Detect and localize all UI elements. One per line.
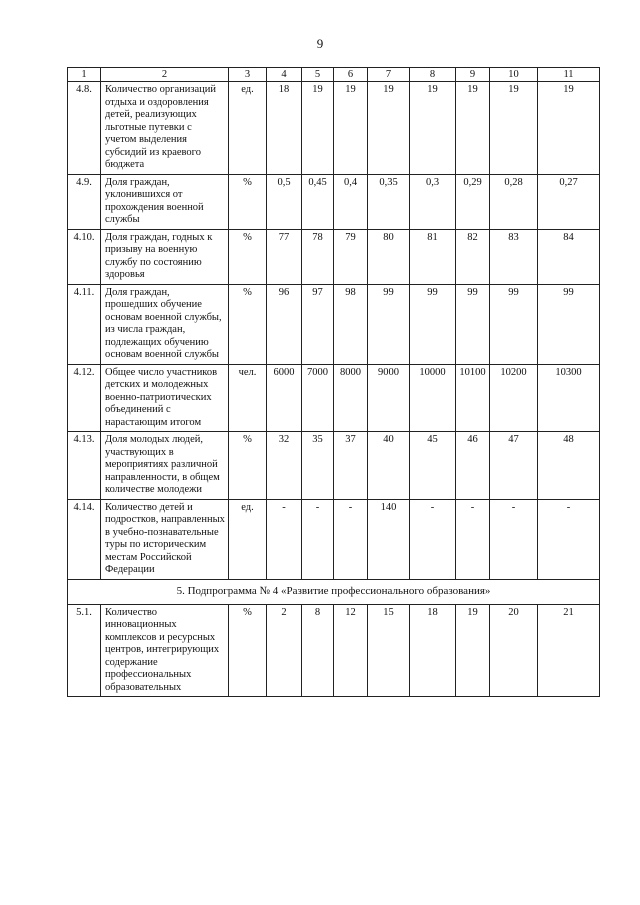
value-cell: 99 <box>410 284 456 364</box>
value-cell: 0,5 <box>267 174 302 229</box>
value-cell: 12 <box>334 604 368 697</box>
row-number-cell: 4.9. <box>68 174 101 229</box>
value-cell: 37 <box>334 432 368 500</box>
value-cell: 10000 <box>410 364 456 432</box>
unit-cell: % <box>229 229 267 284</box>
value-cell: 0,3 <box>410 174 456 229</box>
table-row <box>68 229 600 284</box>
indicator-name-cell: Доля молодых людей, участвующих в мероприятиях различной направленности, в общем количестве молодежи <box>101 432 229 500</box>
value-cell: - <box>490 499 538 579</box>
indicator-name-cell: Количество организаций отдыха и оздоровления детей, реализующих льготные путевки с учетом выделения субсидий из краевого бюджета <box>101 82 229 175</box>
value-cell: 18 <box>410 604 456 697</box>
value-cell: 19 <box>302 82 334 175</box>
value-cell: 45 <box>410 432 456 500</box>
value-cell: 19 <box>456 604 490 697</box>
value-cell: 0,35 <box>368 174 410 229</box>
table-row <box>68 284 600 364</box>
indicator-name-cell: Количество инновационных комплексов и ресурсных центров, интегрирующих содержание профессиональных образовательных <box>101 604 229 697</box>
header-cell: 8 <box>410 68 456 82</box>
value-cell: - <box>410 499 456 579</box>
value-cell: 98 <box>334 284 368 364</box>
unit-cell: % <box>229 174 267 229</box>
header-cell: 3 <box>229 68 267 82</box>
value-cell: 19 <box>410 82 456 175</box>
header-cell: 2 <box>101 68 229 82</box>
header-cell: 4 <box>267 68 302 82</box>
value-cell: 77 <box>267 229 302 284</box>
value-cell: 2 <box>267 604 302 697</box>
row-number-cell: 4.12. <box>68 364 101 432</box>
value-cell: 20 <box>490 604 538 697</box>
value-cell: 79 <box>334 229 368 284</box>
value-cell: 10200 <box>490 364 538 432</box>
unit-cell: ед. <box>229 499 267 579</box>
header-cell: 6 <box>334 68 368 82</box>
value-cell: 82 <box>456 229 490 284</box>
value-cell: 46 <box>456 432 490 500</box>
value-cell: - <box>267 499 302 579</box>
header-cell: 9 <box>456 68 490 82</box>
value-cell: 78 <box>302 229 334 284</box>
unit-cell: % <box>229 284 267 364</box>
section-row <box>68 579 600 604</box>
value-cell: 19 <box>490 82 538 175</box>
value-cell: 9000 <box>368 364 410 432</box>
row-number-cell: 4.10. <box>68 229 101 284</box>
table-row <box>68 364 600 432</box>
value-cell: 83 <box>490 229 538 284</box>
value-cell: 19 <box>368 82 410 175</box>
unit-cell: % <box>229 604 267 697</box>
header-cell: 11 <box>538 68 600 82</box>
value-cell: 19 <box>456 82 490 175</box>
value-cell: 48 <box>538 432 600 500</box>
value-cell: 6000 <box>267 364 302 432</box>
value-cell: 80 <box>368 229 410 284</box>
value-cell: 84 <box>538 229 600 284</box>
value-cell: 0,4 <box>334 174 368 229</box>
value-cell: 21 <box>538 604 600 697</box>
row-number-cell: 4.13. <box>68 432 101 500</box>
page-number: 9 <box>316 36 324 51</box>
value-cell: 40 <box>368 432 410 500</box>
indicator-name-cell: Количество детей и подростков, направленных в учебно-познавательные туры по историческим местам Российской Федерации <box>101 499 229 579</box>
value-cell: 8000 <box>334 364 368 432</box>
value-cell: 0,27 <box>538 174 600 229</box>
value-cell: - <box>334 499 368 579</box>
value-cell: 19 <box>334 82 368 175</box>
value-cell: 99 <box>456 284 490 364</box>
indicator-name-cell: Доля граждан, уклонившихся от прохождения военной службы <box>101 174 229 229</box>
row-number-cell: 4.11. <box>68 284 101 364</box>
unit-cell: чел. <box>229 364 267 432</box>
value-cell: 7000 <box>302 364 334 432</box>
header-cell: 10 <box>490 68 538 82</box>
value-cell: 99 <box>538 284 600 364</box>
value-cell: 10300 <box>538 364 600 432</box>
value-cell: 99 <box>368 284 410 364</box>
value-cell: 8 <box>302 604 334 697</box>
value-cell: 19 <box>538 82 600 175</box>
unit-cell: % <box>229 432 267 500</box>
value-cell: 96 <box>267 284 302 364</box>
value-cell: 35 <box>302 432 334 500</box>
indicator-name-cell: Доля граждан, прошедших обучение основам военной службы, из числа граждан, подлежащих обучению основам военной службы <box>101 284 229 364</box>
header-cell: 7 <box>368 68 410 82</box>
row-number-cell: 4.8. <box>68 82 101 175</box>
value-cell: 140 <box>368 499 410 579</box>
value-cell: 47 <box>490 432 538 500</box>
value-cell: 10100 <box>456 364 490 432</box>
table-body <box>68 68 600 697</box>
table-row <box>68 174 600 229</box>
value-cell: 99 <box>490 284 538 364</box>
value-cell: 81 <box>410 229 456 284</box>
table-row <box>68 82 600 175</box>
indicator-name-cell: Общее число участников детских и молодежных военно-патриотических объединений с нарастающим итогом <box>101 364 229 432</box>
unit-cell: ед. <box>229 82 267 175</box>
header-cell: 1 <box>68 68 101 82</box>
value-cell: 97 <box>302 284 334 364</box>
header-row <box>68 68 600 82</box>
row-number-cell: 4.14. <box>68 499 101 579</box>
table-row <box>68 499 600 579</box>
value-cell: - <box>456 499 490 579</box>
value-cell: 18 <box>267 82 302 175</box>
header-cell: 5 <box>302 68 334 82</box>
value-cell: 0,45 <box>302 174 334 229</box>
value-cell: - <box>302 499 334 579</box>
table-row <box>68 432 600 500</box>
value-cell: 32 <box>267 432 302 500</box>
value-cell: - <box>538 499 600 579</box>
value-cell: 0,29 <box>456 174 490 229</box>
row-number-cell: 5.1. <box>68 604 101 697</box>
table-row <box>68 604 600 697</box>
value-cell: 0,28 <box>490 174 538 229</box>
section-title: 5. Подпрограмма № 4 «Развитие профессионального образования» <box>68 579 600 604</box>
indicators-table <box>67 67 600 697</box>
value-cell: 15 <box>368 604 410 697</box>
indicator-name-cell: Доля граждан, годных к призыву на военную службу по состоянию здоровья <box>101 229 229 284</box>
